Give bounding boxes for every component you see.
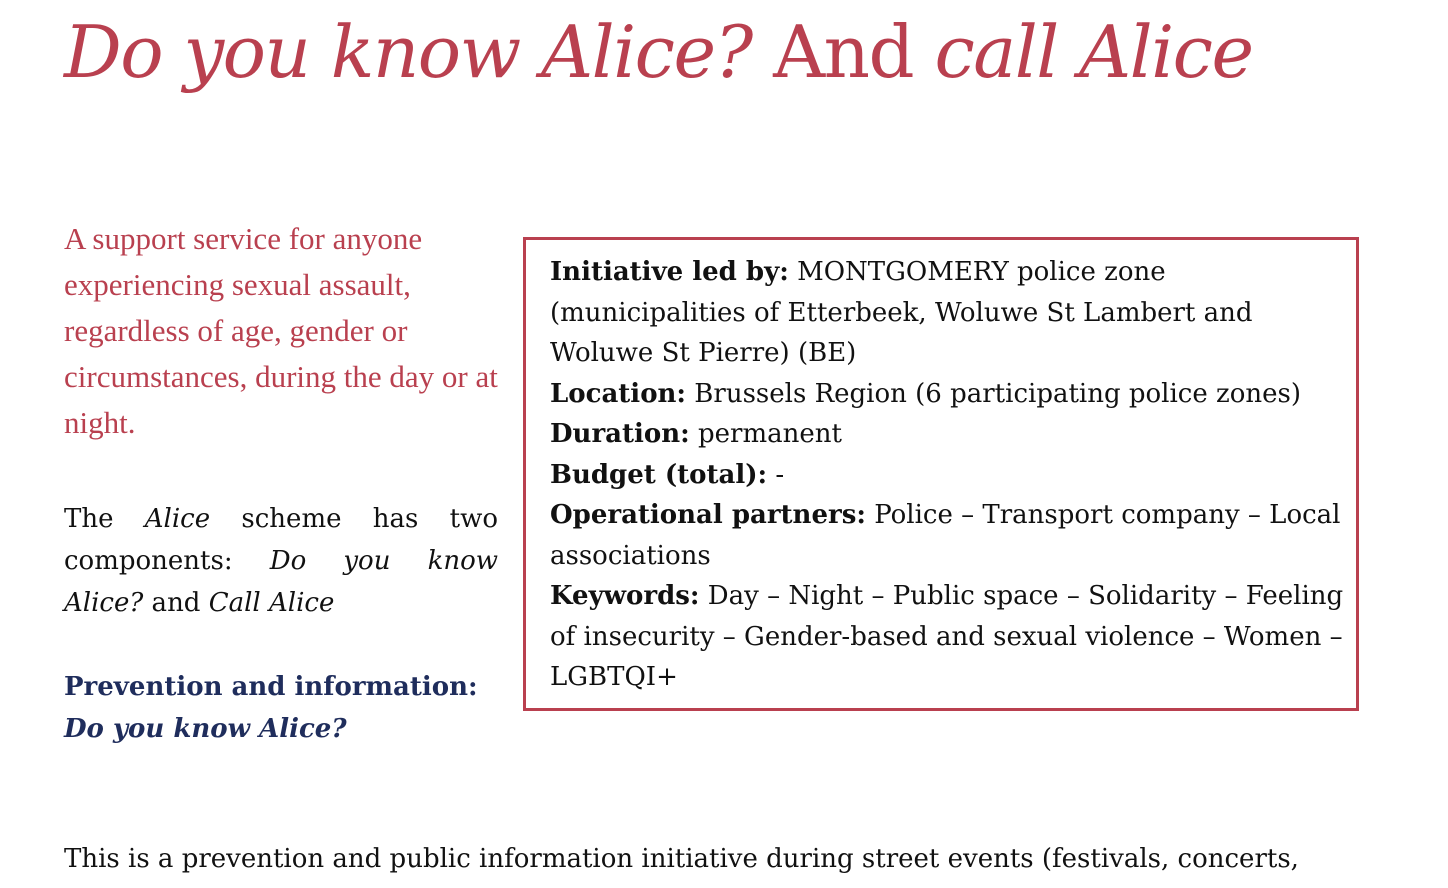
scheme-text-5: and <box>143 588 209 618</box>
scheme-text-call-alice: Call Alice <box>208 588 335 618</box>
info-duration <box>550 414 1344 455</box>
page-title <box>64 8 1253 96</box>
section-heading-prevention <box>64 666 504 750</box>
info-partners-label: Operational partners: <box>550 500 866 530</box>
scheme-text-3: scheme has two components: <box>64 504 498 576</box>
info-location <box>550 374 1344 415</box>
title-part-and: And <box>751 10 935 94</box>
info-led-by-value: MONTGOMERY police zone (municipalities of Etterbeek, Woluwe St Lambert and Woluwe St Pierre) (BE) <box>550 257 1253 368</box>
subhead-plain: Prevention and information: <box>64 672 478 702</box>
title-part-call-alice: call Alice <box>934 10 1253 94</box>
scheme-text-alice: Alice <box>144 504 211 534</box>
info-keywords <box>550 576 1344 698</box>
title-part-do-you-know-alice: Do you know Alice? <box>64 10 752 94</box>
info-led-by-label: Initiative led by: <box>550 257 789 287</box>
info-duration-label: Duration: <box>550 419 690 449</box>
info-budget-label: Budget (total): <box>550 459 768 490</box>
info-keywords-value: Day – Night – Public space – Solidarity – Feeling of insecurity – Gender-based and sexual violence – Women – LGBTQI+ <box>550 581 1344 692</box>
initiative-info-box <box>523 237 1359 711</box>
info-location-value: Brussels Region (6 participating police zones) <box>686 378 1301 409</box>
info-partners <box>550 495 1344 576</box>
intro-summary: A support service for anyone experiencing sexual assault, regardless of age, gender or circumstances, during the day or at night. <box>64 221 498 440</box>
scheme-text-1: The <box>64 504 145 534</box>
info-budget <box>550 455 1344 496</box>
info-location-label: Location: <box>550 378 687 409</box>
info-partners-value: Police – Transport company – Local associations <box>550 500 1341 571</box>
info-budget-value: - <box>767 459 785 490</box>
scheme-text-do-you-know-alice: Do you know Alice? <box>64 546 498 618</box>
info-duration-value: permanent <box>689 419 842 449</box>
info-led-by <box>550 252 1344 374</box>
scheme-paragraph <box>64 498 498 624</box>
subhead-italic: Do you know Alice? <box>64 714 347 744</box>
info-keywords-label: Keywords: <box>550 581 700 611</box>
body-paragraph-prevention: This is a prevention and public information initiative during street events (festivals, concerts, <box>64 844 1299 874</box>
